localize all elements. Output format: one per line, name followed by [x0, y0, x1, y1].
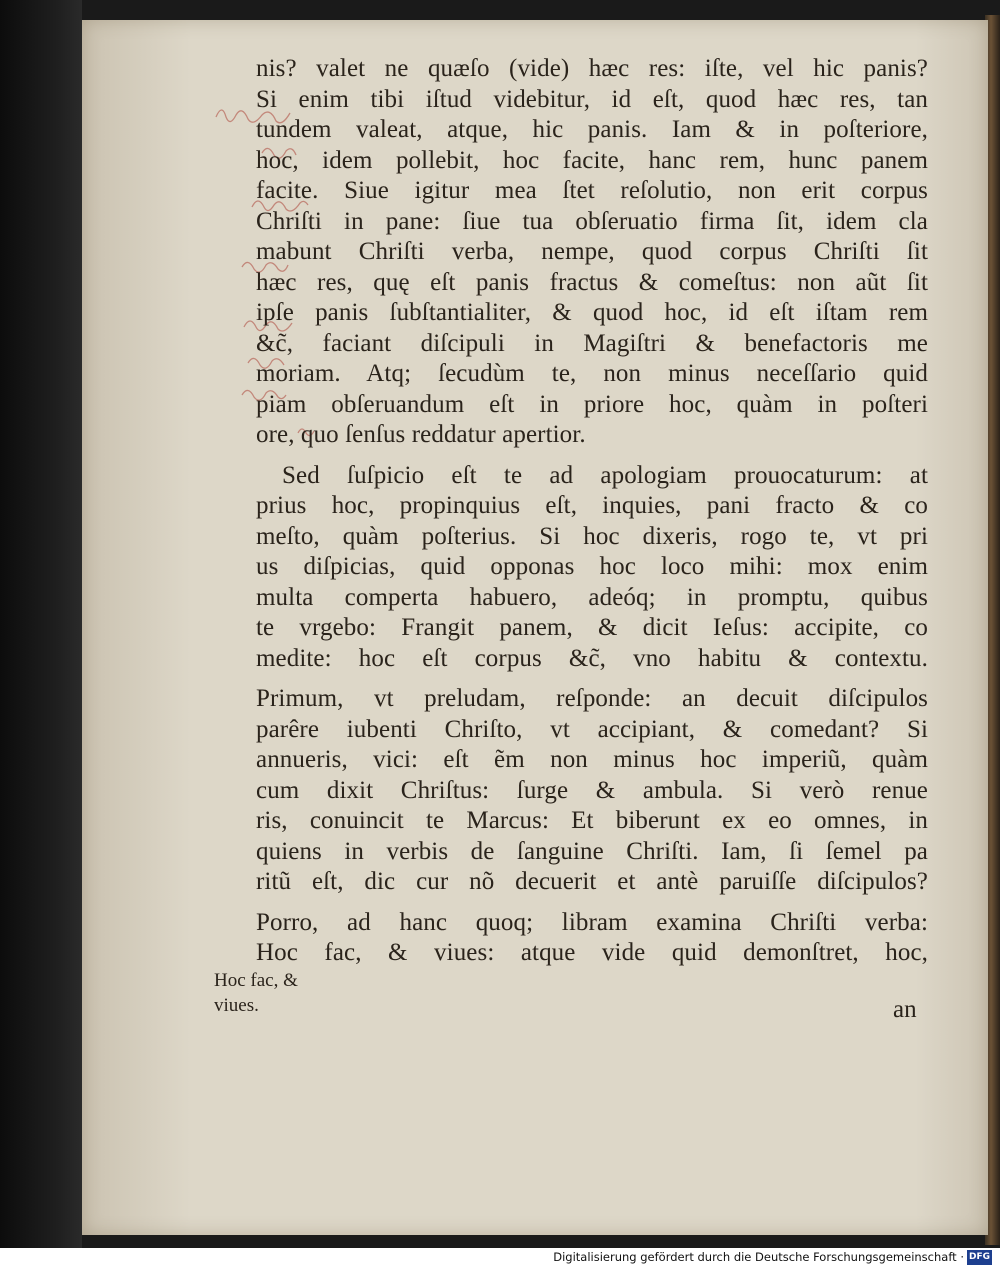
text-line: facite. Siue igitur mea ſtet reſolutio, non erit corpus: [256, 177, 928, 204]
text-line: Si enim tibi iſtud videbitur, id eſt, quod hæc res, tan: [256, 85, 928, 113]
text-line: ris, conuincit te Marcus: Et biberunt ex eo omnes, in: [256, 807, 928, 834]
main-text-block: [256, 54, 928, 969]
catchword: an: [893, 996, 917, 1023]
text-line: hoc, idem pollebit, hoc facite, hanc rem, hunc panem: [256, 146, 928, 174]
text-line: ore, quo ſenſus reddatur apertior.: [256, 421, 586, 448]
text-line: hæc res, quę eſt panis fractus & comeſtus: non aũt ſit: [256, 268, 928, 296]
binding-shadow: [0, 0, 82, 1248]
margin-note: [214, 968, 298, 1018]
paragraph-gap: [256, 898, 928, 908]
text-line: multa comperta habuero, adeóq; in promptu, quibus: [256, 583, 928, 611]
text-line: us diſpicias, quid opponas hoc loco mihi: mox enim: [256, 553, 928, 580]
text-line: annueris, vici: eſt ẽm non minus hoc imperiũ, quàm: [256, 746, 928, 773]
margin-note-line: Hoc fac, &: [214, 970, 298, 991]
text-line: parêre iubenti Chriſto, vt accipiant, & comedant? Si: [256, 715, 928, 743]
text-line: Porro, ad hanc quoq; libram examina Chriſti verba:: [256, 908, 928, 936]
text-line: ritũ eſt, dic cur nõ decuerit et antè paruiſſe diſcipulos?: [256, 868, 928, 895]
text-line: mabunt Chriſti verba, nempe, quod corpus Chriſti ſit: [256, 238, 928, 265]
dfg-logo-icon: DFG: [967, 1250, 992, 1265]
text-line: meſto, quàm poſterius. Si hoc dixeris, rogo te, vt pri: [256, 522, 928, 550]
text-line: Sed ſuſpicio eſt te ad apologiam prouocaturum: at: [282, 461, 928, 489]
paragraph-gap: [256, 451, 928, 461]
text-line: Primum, vt preludam, reſponde: an decuit diſcipulos: [256, 685, 928, 712]
text-line: moriam. Atq; ſecudùm te, non minus neceſſario quid: [256, 360, 928, 387]
text-line: prius hoc, propinquius eſt, inquies, pani fracto & co: [256, 492, 928, 519]
footer-credit: Digitalisierung gefördert durch die Deutsche Forschungsgemeinschaft ·: [553, 1250, 964, 1264]
text-line: medite: hoc eſt corpus &c̃, vno habitu & contextu.: [256, 644, 928, 672]
paragraph-gap: [256, 674, 928, 684]
text-line: tundem valeat, atque, hic panis. Iam & in poſteriore,: [256, 116, 928, 143]
text-line: Hoc fac, & viues: atque vide quid demonſtret, hoc,: [256, 939, 928, 966]
margin-note-line: viues.: [214, 995, 259, 1016]
digitization-footer: [0, 1248, 1000, 1268]
text-line: cum dixit Chriſtus: ſurge & ambula. Si verò renue: [256, 776, 928, 804]
text-line: quiens in verbis de ſanguine Chriſti. Iam, ſi ſemel pa: [256, 837, 928, 865]
text-line: ipſe panis ſubſtantialiter, & quod hoc, id eſt iſtam rem: [256, 299, 928, 326]
text-line: Chriſti in pane: ſiue tua obſeruatio firma ſit, idem cla: [256, 207, 928, 235]
text-line: &c̃, faciant diſcipuli in Magiſtri & benefactoris me: [256, 329, 928, 357]
text-line: piam obſeruandum eſt in priore hoc, quàm in poſteri: [256, 390, 928, 418]
text-line: nis? valet ne quæſo (vide) hæc res: iſte, vel hic panis?: [256, 55, 928, 82]
text-line: te vrgebo: Frangit panem, & dicit Ieſus: accipite, co: [256, 614, 928, 641]
